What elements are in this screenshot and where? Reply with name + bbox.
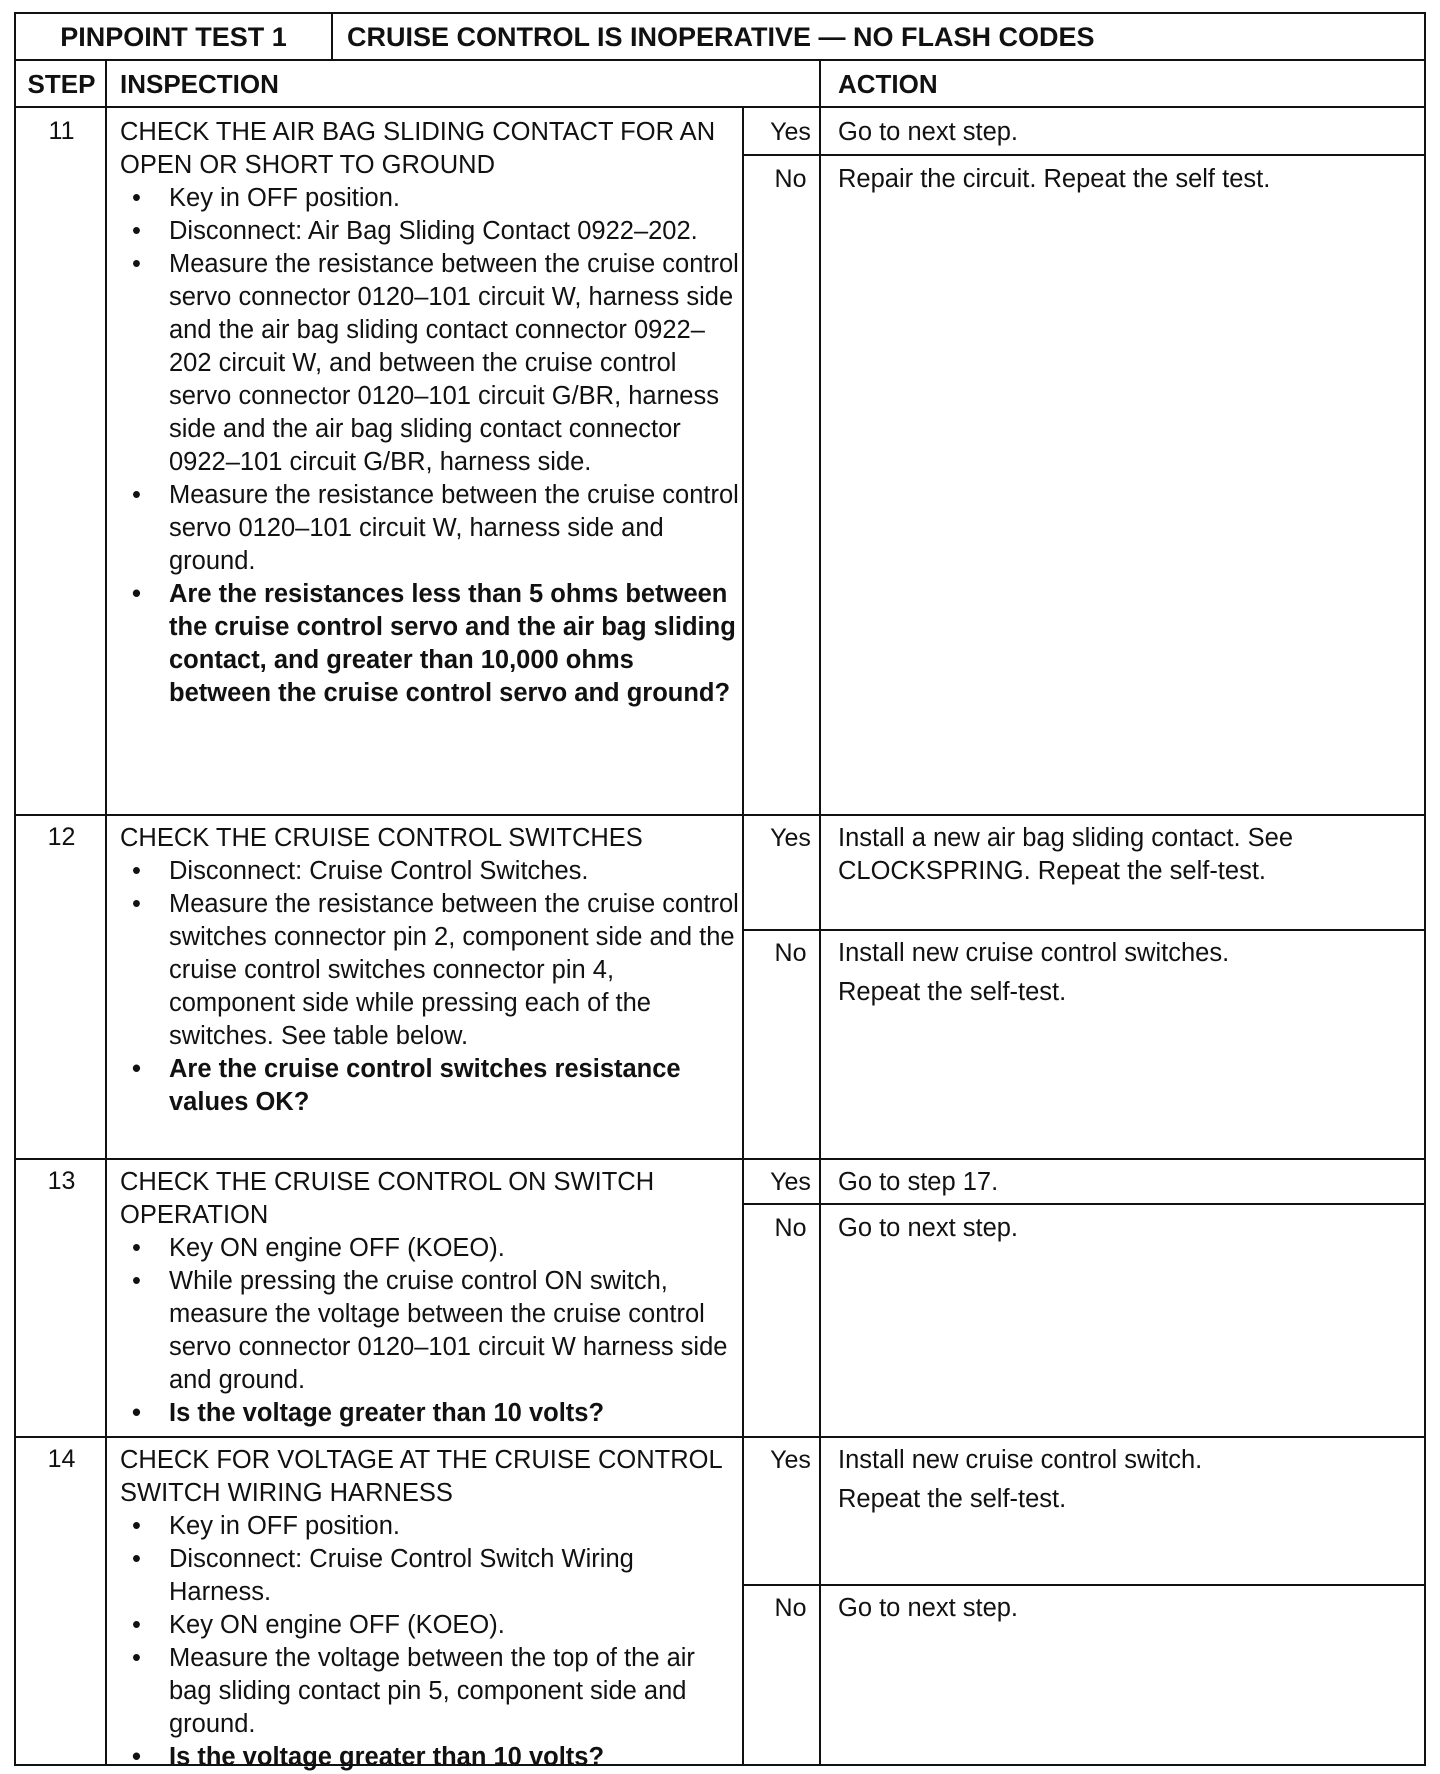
row-separator — [16, 1436, 1424, 1438]
inspection-question: • Are the cruise control switches resistance values OK? — [120, 1053, 740, 1119]
yes-label: Yes — [770, 1168, 811, 1196]
row-separator — [16, 814, 1424, 816]
step-title: CHECK FOR VOLTAGE AT THE CRUISE CONTROL SWITCH WIRING HARNESS — [120, 1446, 722, 1507]
no-label: No — [774, 939, 807, 967]
yes-label: Yes — [770, 118, 811, 146]
yes-action — [838, 1166, 1413, 1199]
yes-no-separator — [742, 154, 1424, 156]
action-header-label: ACTION — [838, 69, 938, 99]
inspection-question: • Is the voltage greater than 10 volts? — [120, 1397, 740, 1430]
inspection-header-label: INSPECTION — [120, 69, 279, 99]
inspection-bullet: • Measure the resistance between the cruise control servo connector 0120–101 circuit W, harness side and the air bag sliding contact connector 0922–202 circuit W, and between the cruise control servo connector 0120–101 circuit G/BR, harness side and the air bag sliding contact connector 0922–101 circuit G/BR, harness side. — [120, 248, 740, 479]
yes-no-separator — [742, 1203, 1424, 1205]
row-separator — [16, 1158, 1424, 1160]
inspection-bullet: • Key in OFF position. — [120, 1510, 740, 1543]
step-inspection — [120, 116, 740, 710]
inspection-bullet: • Measure the resistance between the cruise control servo 0120–101 circuit W, harness side and ground. — [120, 479, 740, 578]
no-label: No — [774, 165, 807, 193]
column-header-step — [16, 61, 107, 108]
no-label: No — [774, 1594, 807, 1622]
no-action — [838, 163, 1413, 196]
action-text: Repair the circuit. Repeat the self test. — [838, 165, 1271, 193]
no-action — [838, 1212, 1413, 1245]
step-inspection — [120, 1166, 740, 1430]
divider-step — [105, 61, 107, 1766]
step-title: CHECK THE CRUISE CONTROL SWITCHES — [120, 824, 643, 852]
step-number: 11 — [48, 117, 75, 145]
no-label: No — [774, 1214, 807, 1242]
step-title: CHECK THE CRUISE CONTROL ON SWITCH OPERATION — [120, 1168, 655, 1229]
yes-no-separator — [742, 929, 1424, 931]
inspection-question: • Are the resistances less than 5 ohms between the cruise control servo and the air bag sliding contact, and greater than 10,000 ohms between the cruise control servo and ground? — [120, 578, 740, 710]
step-title: CHECK THE AIR BAG SLIDING CONTACT FOR AN OPEN OR SHORT TO GROUND — [120, 118, 716, 179]
action-text: Repeat the self-test. — [838, 1485, 1067, 1513]
inspection-bullet: • Disconnect: Cruise Control Switches. — [120, 855, 740, 888]
no-action — [838, 1592, 1413, 1625]
step-header-label: STEP — [27, 69, 96, 99]
yes-label: Yes — [770, 824, 811, 852]
step-number: 14 — [47, 1445, 76, 1473]
action-text: Repeat the self-test. — [838, 978, 1067, 1006]
inspection-bullet: • Disconnect: Cruise Control Switch Wiring Harness. — [120, 1543, 740, 1609]
inspection-bullet: • Measure the voltage between the top of the air bag sliding contact pin 5, component side and ground. — [120, 1642, 740, 1741]
pinpoint-test-table — [14, 12, 1426, 1771]
action-text: Install new cruise control switches. — [838, 939, 1230, 967]
action-text: Go to next step. — [838, 118, 1019, 146]
yes-action — [838, 1444, 1413, 1516]
yes-label: Yes — [770, 1446, 811, 1474]
inspection-bullet: • Key in OFF position. — [120, 182, 740, 215]
step-inspection — [120, 822, 740, 1119]
step-inspection — [120, 1444, 740, 1774]
inspection-bullet: • While pressing the cruise control ON switch, measure the voltage between the cruise control servo connector 0120–101 circuit W harness side and ground. — [120, 1265, 740, 1397]
yes-action — [838, 822, 1413, 888]
test-title: CRUISE CONTROL IS INOPERATIVE — NO FLASH CODES — [347, 22, 1095, 52]
divider-header — [331, 14, 333, 61]
inspection-bullet: • Key ON engine OFF (KOEO). — [120, 1609, 740, 1642]
action-text: Go to next step. — [838, 1214, 1019, 1242]
test-label: PINPOINT TEST 1 — [60, 22, 287, 52]
yes-action — [838, 116, 1413, 149]
action-text: Go to next step. — [838, 1594, 1019, 1622]
action-text: Install new cruise control switch. — [838, 1446, 1203, 1474]
column-header-action — [838, 61, 1338, 108]
no-action — [838, 937, 1413, 1009]
inspection-bullet: • Key ON engine OFF (KOEO). — [120, 1232, 740, 1265]
inspection-bullet: • Disconnect: Air Bag Sliding Contact 0922–202. — [120, 215, 740, 248]
column-header-inspection — [120, 61, 720, 108]
action-text: Install a new air bag sliding contact. See CLOCKSPRING. Repeat the self-test. — [838, 824, 1294, 885]
inspection-question: • Is the voltage greater than 10 volts? — [120, 1741, 740, 1774]
inspection-bullet: • Measure the resistance between the cruise control switches connector pin 2, component side and the cruise control switches connector pin 4, component side while pressing each of the switches. See table below. — [120, 888, 740, 1053]
divider-action — [819, 61, 821, 1766]
step-number: 13 — [47, 1167, 76, 1195]
test-title-cell — [16, 14, 1424, 61]
action-text: Go to step 17. — [838, 1168, 999, 1196]
divider-yesno — [742, 108, 744, 1766]
step-number: 12 — [47, 823, 76, 851]
yes-no-separator — [742, 1584, 1424, 1586]
